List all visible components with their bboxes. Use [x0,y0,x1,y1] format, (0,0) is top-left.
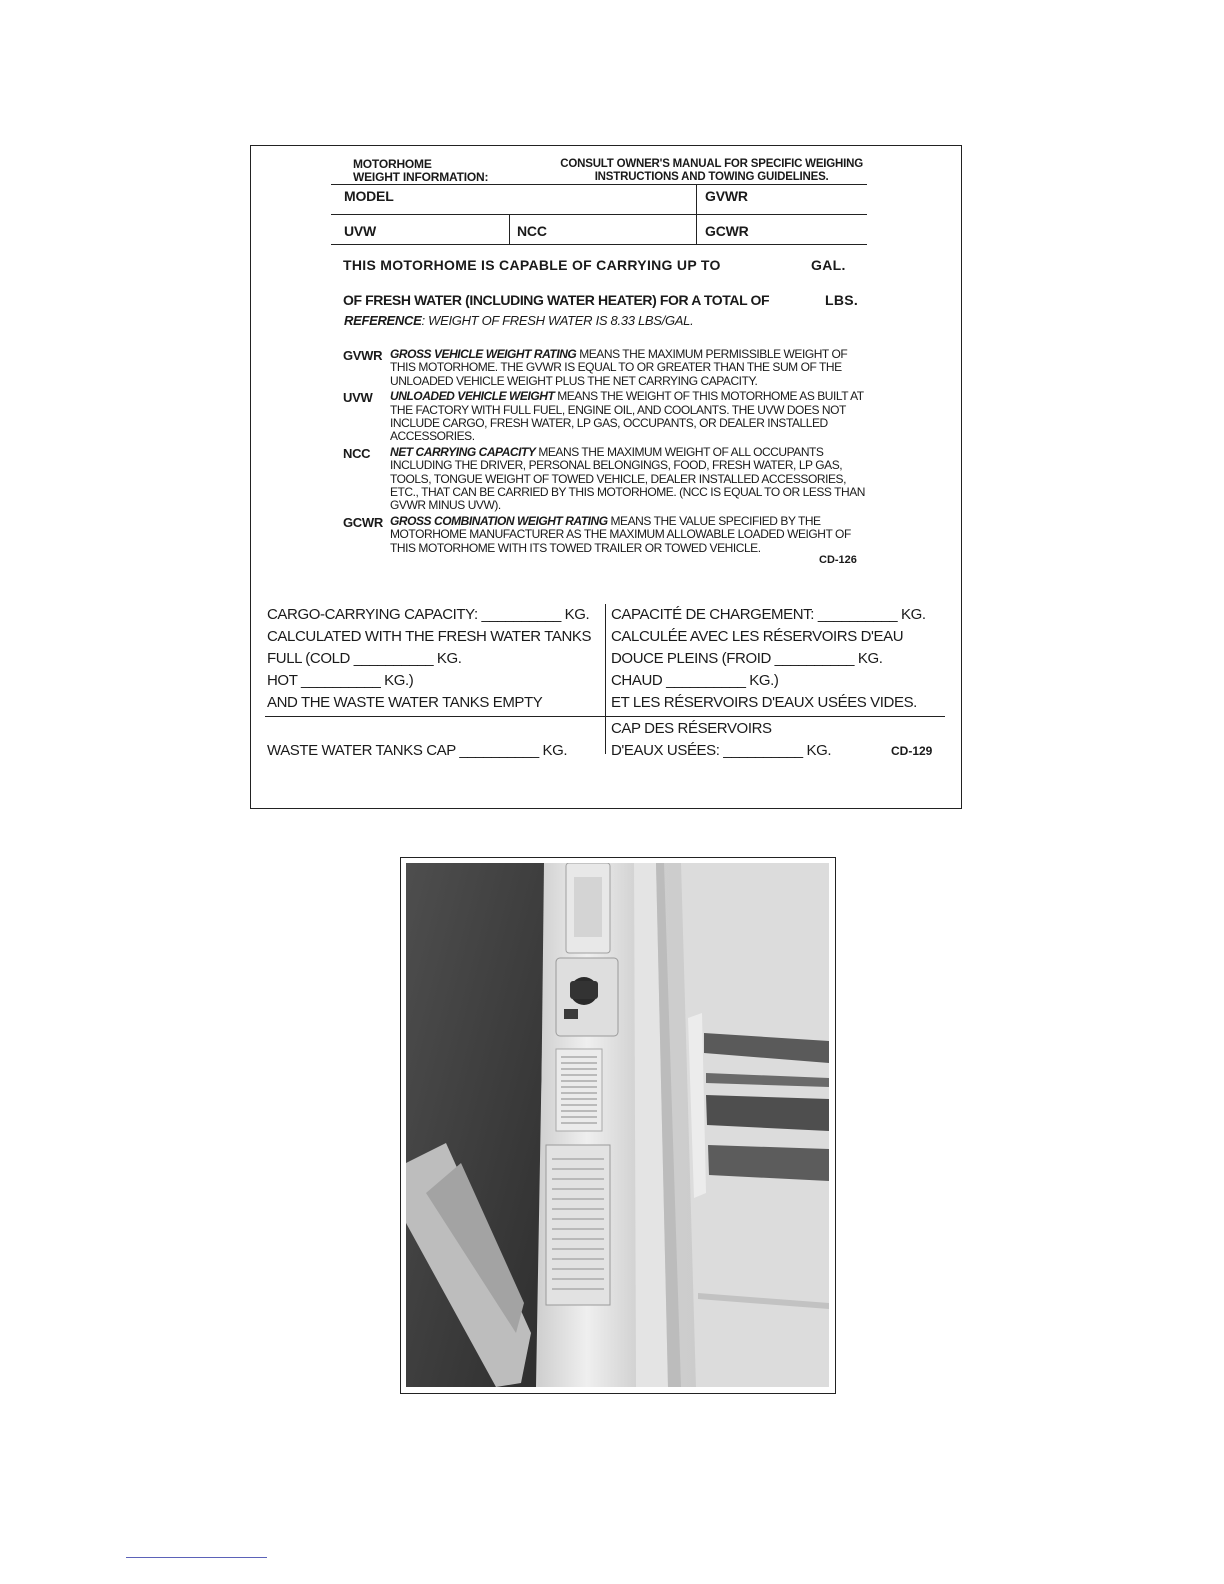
label-code-bottom: CD-129 [891,744,933,758]
definition-item [343,515,873,555]
capacity-line-2: OF FRESH WATER (INCLUDING WATER HEATER) FOR A TOTAL OF [343,292,770,308]
french-line: CHAUD __________ KG.) [611,672,779,689]
definition-key: NCC [343,445,371,461]
label-title-line: WEIGHT INFORMATION: [353,170,489,184]
french-line: DOUCE PLEINS (FROID __________ KG. [611,650,883,667]
bilingual-rule [265,716,945,717]
label-title [353,158,488,184]
english-line: FULL (COLD __________ KG. [267,650,462,667]
capacity-unit-lbs: LBS. [825,292,859,308]
label-header [353,158,869,185]
definition-text [390,515,873,555]
weight-label-figure [250,145,962,809]
definition-term: GROSS COMBINATION WEIGHT RATING [390,513,608,528]
definition-term: GROSS VEHICLE WEIGHT RATING [390,347,577,361]
definition-item [343,446,873,513]
definition-body: MEANS THE MAXIMUM WEIGHT OF ALL OCCUPANTS INCLUDING THE DRIVER, PERSONAL BELONGINGS, FOOD, FRESH WATER, LP GAS, TOOLS, TONGUE WEIGHT OF TOWED VEHICLE, DEALER INSTALLED ACCESSORIES, ETC., THAT CAN BE CARRIED BY THIS MOTORHOME. (NCC IS EQUAL TO OR LESS THAN GVWR MINUS UVW). [390,444,866,513]
field-rule [331,244,867,245]
french-line: CAP DES RÉSERVOIRS [611,720,772,737]
reference-text: : WEIGHT OF FRESH WATER IS 8.33 LBS/GAL. [421,313,694,328]
french-line: CAPACITÉ DE CHARGEMENT: __________ KG. [611,606,926,623]
definition-term: NET CARRYING CAPACITY [390,444,536,459]
definition-term: UNLOADED VEHICLE WEIGHT [390,389,555,404]
english-line: AND THE WASTE WATER TANKS EMPTY [267,694,543,711]
capacity-line-1: THIS MOTORHOME IS CAPABLE OF CARRYING UP TO [343,257,721,273]
label-title-line: MOTORHOME [353,157,432,171]
label-location-photo [400,857,836,1394]
label-instructions [560,158,863,184]
reference-note [344,313,693,328]
definition-item [343,390,873,444]
footnote-rule [126,1557,267,1558]
field-divider [509,214,510,244]
label-code-top: CD-126 [819,554,857,566]
capacity-unit-gal: GAL. [811,257,846,273]
definition-body: MEANS THE WEIGHT OF THIS MOTORHOME AS BUILT AT THE FACTORY WITH FULL FUEL, ENGINE OIL, AND COOLANTS. THE UVW DOES NOT INCLUDE CARGO, FRESH WATER, LP GAS, OCCUPANTS, OR DEALER INSTALLED ACCESSORIES. [390,389,864,444]
definition-key: UVW [343,390,373,406]
field-rule [331,214,867,215]
english-line: WASTE WATER TANKS CAP __________ KG. [267,742,568,759]
definition-item [343,348,873,388]
field-gvwr: GVWR [705,188,748,204]
definition-text [390,390,873,444]
field-ncc: NCC [517,223,547,239]
field-gcwr: GCWR [705,223,749,239]
bilingual-divider [605,604,606,754]
definition-text [390,446,873,513]
field-model: MODEL [344,188,394,204]
english-line: CALCULATED WITH THE FRESH WATER TANKS [267,628,592,645]
definition-key: GCWR [343,514,383,530]
label-instructions-line: CONSULT OWNER'S MANUAL FOR SPECIFIC WEIGHING [560,158,863,170]
french-line: D'EAUX USÉES: __________ KG. [611,742,832,759]
label-instructions-line: INSTRUCTIONS AND TOWING GUIDELINES. [594,171,829,183]
english-line: CARGO-CARRYING CAPACITY: __________ KG. [267,606,590,623]
field-uvw: UVW [344,223,377,239]
field-divider [696,184,697,244]
definition-text [390,348,873,388]
definition-key: GVWR [343,348,383,363]
definition-body: MEANS THE MAXIMUM PERMISSIBLE WEIGHT OF THIS MOTORHOME. THE GVWR IS EQUAL TO OR GREATER THAN THE SUM OF THE UNLOADED VEHICLE WEIGHT PLUS THE NET CARRYING CAPACITY. [390,347,848,388]
field-rule [331,184,867,185]
reference-label: REFERENCE [344,313,422,328]
photo-image [406,863,829,1387]
definitions-list [343,348,873,557]
french-line: CALCULÉE AVEC LES RÉSERVOIRS D'EAU [611,628,904,645]
english-line: HOT __________ KG.) [267,672,414,689]
french-line: ET LES RÉSERVOIRS D'EAUX USÉES VIDES. [611,694,917,711]
definition-body: MEANS THE VALUE SPECIFIED BY THE MOTORHOME MANUFACTURER AS THE MAXIMUM ALLOWABLE LOADED WEIGHT OF THIS MOTORHOME WITH ITS TOWED TRAILER OR TOWED VEHICLE. [390,513,851,555]
